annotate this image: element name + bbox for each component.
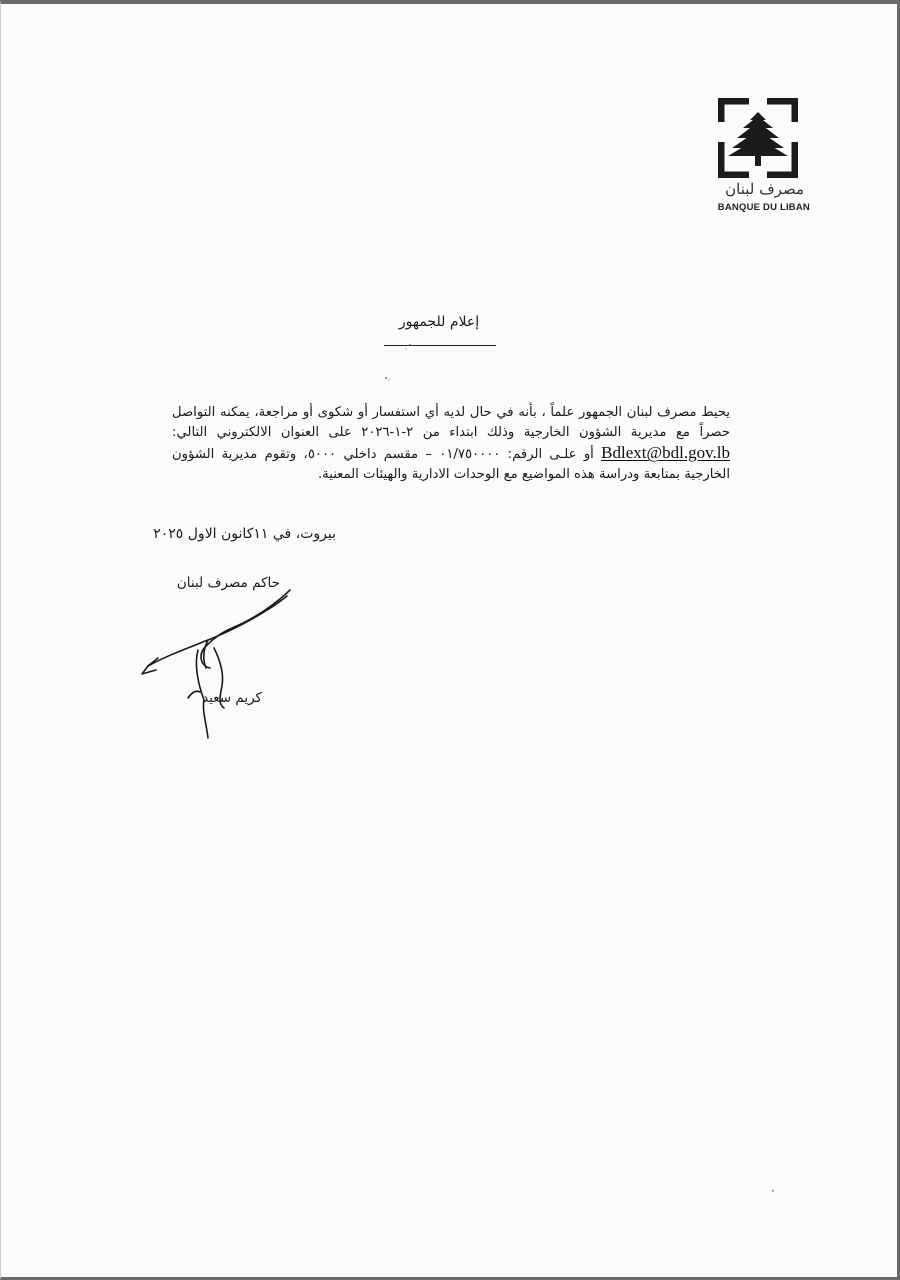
bank-name-arabic: مصرف لبنان — [725, 180, 804, 198]
scan-specks — [380, 340, 420, 385]
bank-name-french: BANQUE DU LIBAN — [717, 202, 810, 213]
notice-body — [172, 403, 730, 485]
cedar-tree-icon — [718, 98, 798, 178]
bank-logo — [700, 98, 810, 223]
notice-title: إعلام للجمهور — [398, 314, 480, 330]
contact-email-link[interactable]: Bdlext@bdl.gov.lb — [601, 443, 730, 462]
footer-mark: ٠ — [770, 1184, 776, 1197]
body-text-part-1: يحيط مصرف لبنان الجمهور علماً ، بأنه في حال لديه أي استفسار أو شكوى أو مراجعة، يمكنه التواصل حصراً مع مديرية الشؤون الخارجية وذلك ابتداء من ٢-١-٢٠٢٦ على العنوان الالكتروني التالي: — [172, 405, 730, 440]
signatory-title: حاكم مصرف لبنان — [176, 575, 280, 591]
place-date: بيروت، في ١١كانون الاول ٢٠٢٥ — [153, 526, 336, 542]
handwritten-signature — [128, 588, 298, 748]
body-text-part-2: أو علـى الرقم: ٠١/٧٥٠٠٠٠ – مقسم داخلي ٥٠٠٠، وتقوم مديرية الشؤون الخارجية بمتابعة ودراسة هذه المواضيع مع الوحدات الادارية والهيئات المعنية. — [172, 447, 730, 482]
signatory-name: كريم سعيد — [202, 690, 262, 706]
